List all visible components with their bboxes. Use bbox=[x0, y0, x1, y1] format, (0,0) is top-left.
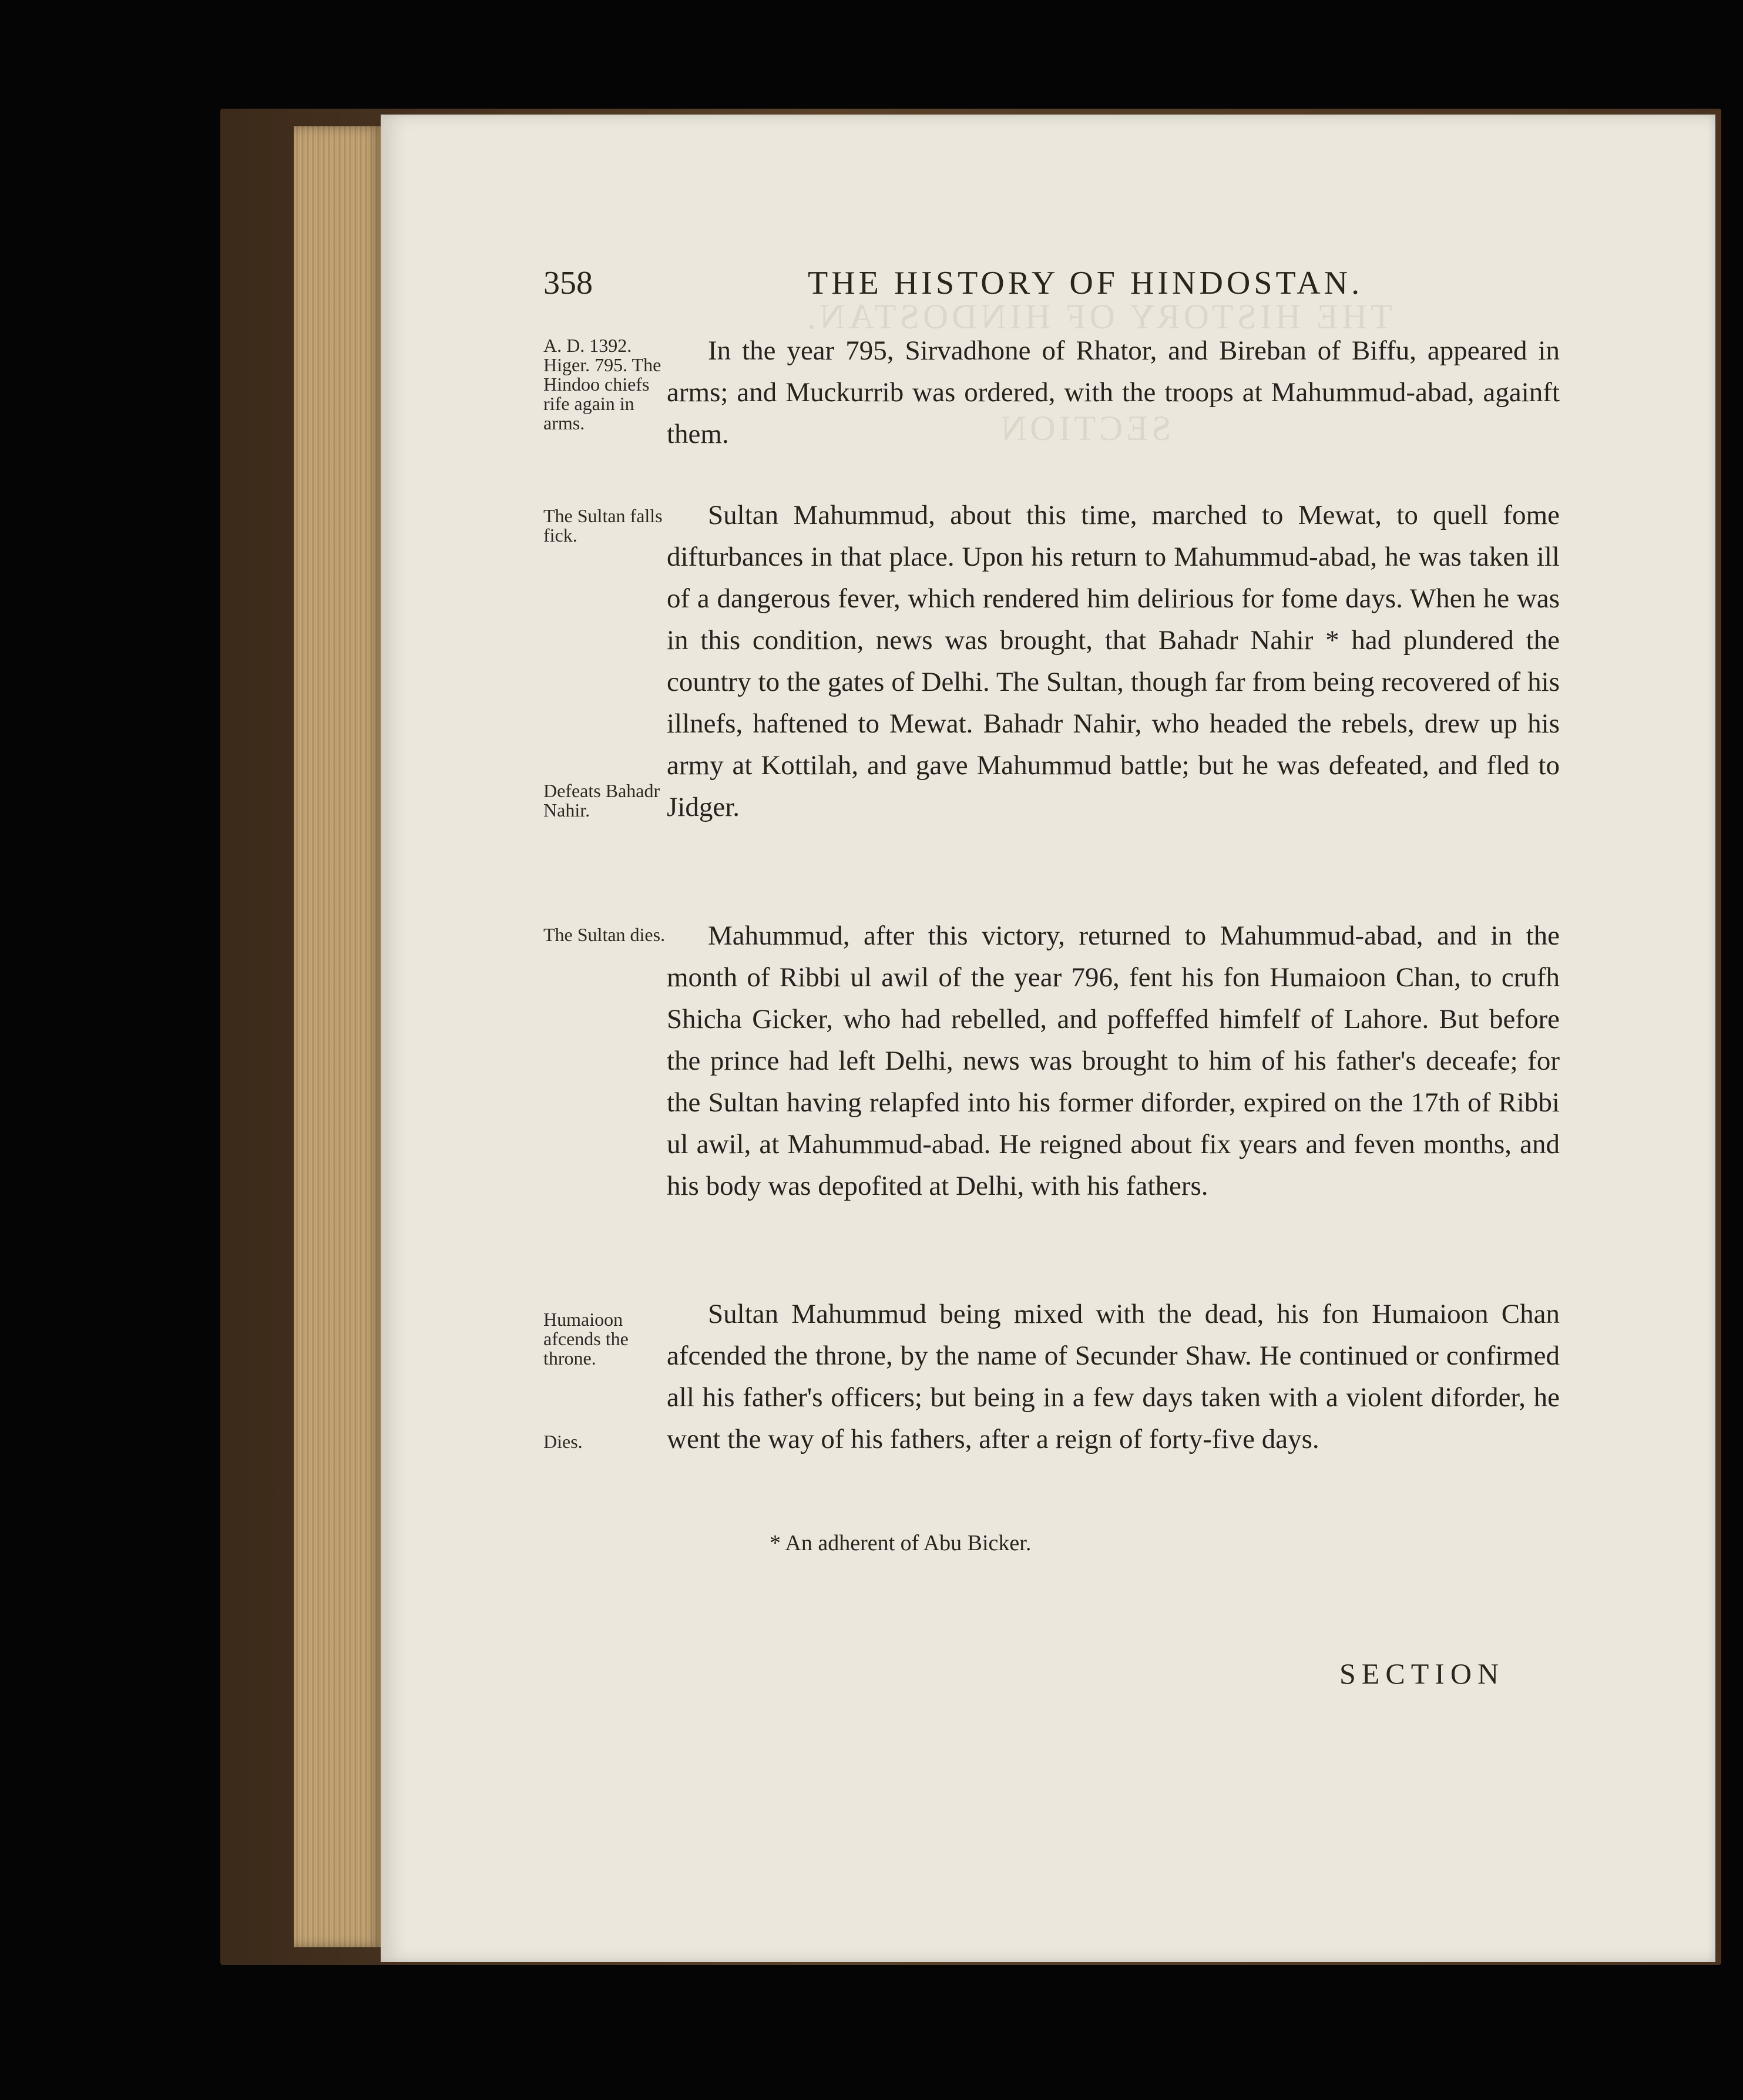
margin-note: Defeats Bahadr Nahir. bbox=[543, 780, 660, 821]
catchword: SECTION bbox=[1339, 1657, 1505, 1690]
margin-note: The Sultan falls fick. bbox=[543, 505, 663, 546]
margin-note: A. D. 1392. Higer. 795. The Hindoo chiefs rife again in arms. bbox=[543, 335, 661, 434]
page-number: 358 bbox=[543, 265, 593, 301]
page-header bbox=[543, 264, 1407, 311]
show-through-text: SECTION bbox=[998, 409, 1171, 448]
margin-note: Humaioon afcends the throne. bbox=[543, 1309, 629, 1369]
page-edges bbox=[294, 126, 382, 1947]
paragraph: Mahummud, after this victory, returned to Mahummud-abad, and in the month of Ribbi ul awil of the year 796, fent his fon Humaioon Chan, to crufh Shicha Gicker, who had rebelled, and poffeffed himfelf of Lahore. But before the prince had left Delhi, news was brought to him of his father's deceafe; for the Sultan having relapfed into his former diforder, expired on the 17th of Ribbi ul awil, at Mahummud-abad. He reigned about fix years and feven months, and his body was depofited at Delhi, with his fathers. bbox=[667, 920, 1560, 1201]
paragraph: Sultan Mahummud, about this time, marched to Mewat, to quell fome difturbances in that place. Upon his return to Mahummud-abad, he was taken ill of a dangerous fever, which rendered him delirious for fome days. When he was in this condition, news was brought, that Bahadr Nahir * had plundered the country to the gates of Delhi. The Sultan, though far from being recovered of his illnefs, haftened to Mewat. Bahadr Nahir, who headed the rebels, drew up his army at Kottilah, and gave Mahummud battle; but he was defeated, and fled to Jidger. bbox=[667, 500, 1560, 822]
margin-note: Dies. bbox=[543, 1431, 583, 1452]
paragraph: In the year 795, Sirvadhone of Rhator, and Bireban of Biffu, appeared in arms; and Muckurrib was ordered, with the troops at Mahummud-abad, againft them. bbox=[667, 335, 1560, 449]
paragraph: Sultan Mahummud being mixed with the dead, his fon Humaioon Chan afcended the throne, by the name of Secunder Shaw. He continued or confirmed all his father's officers; but being in a few days taken with a violent diforder, he went the way of his fathers, after a reign of forty-five days. bbox=[667, 1299, 1560, 1454]
margin-note: The Sultan dies. bbox=[543, 924, 666, 945]
footnote: * An adherent of Abu Bicker. bbox=[770, 1531, 1032, 1555]
running-title: THE HISTORY OF HINDOSTAN. bbox=[808, 265, 1363, 301]
show-through-text: THE HISTORY OF HINDOSTAN. bbox=[804, 297, 1392, 336]
